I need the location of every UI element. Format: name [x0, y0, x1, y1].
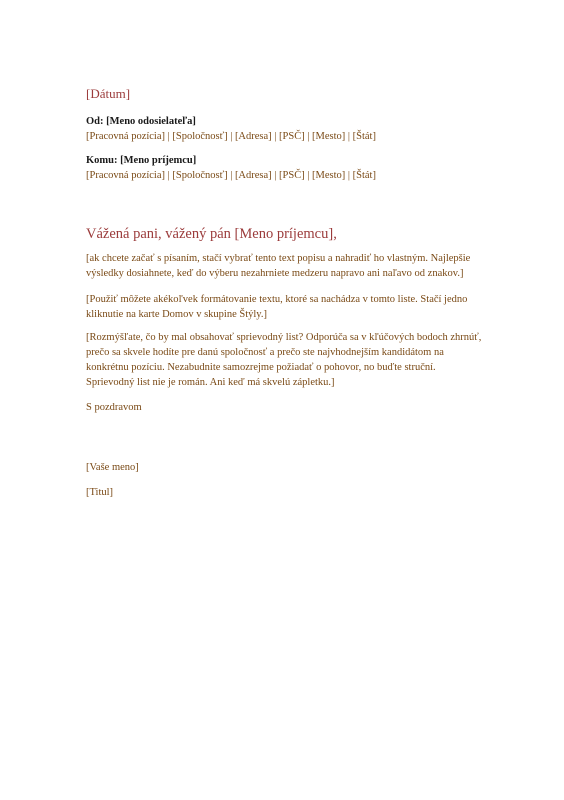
signature-name[interactable]: [Vaše meno] [86, 462, 139, 473]
recipient-label[interactable]: Komu: [Meno príjemcu] [86, 155, 197, 166]
date-field[interactable]: [Dátum] [86, 86, 131, 101]
signature-title[interactable]: [Titul] [86, 487, 114, 498]
recipient-block [86, 154, 376, 183]
closing[interactable]: S pozdravom [86, 402, 142, 413]
sender-block [86, 115, 376, 144]
body-paragraph-1[interactable]: [ak chcete začať s písaním, stačí vybrať tento text popisu a nahradiť ho vlastným. Najlepšie výsledky dosiahnete, keď do výberu nezahrniete medzeru napravo ani naľavo od znakov.] [86, 253, 471, 279]
sender-details[interactable]: [Pracovná pozícia] | [Spoločnosť] | [Adresa] | [PSČ] | [Mesto] | [Štát] [86, 131, 376, 142]
sender-label[interactable]: Od: [Meno odosielateľa] [86, 116, 196, 127]
recipient-details[interactable]: [Pracovná pozícia] | [Spoločnosť] | [Adresa] | [PSČ] | [Mesto] | [Štát] [86, 170, 376, 181]
salutation[interactable]: Vážená pani, vážený pán [Meno príjemcu], [86, 226, 337, 242]
body-paragraph-2[interactable]: [Použiť môžete akékoľvek formátovanie textu, ktoré sa nachádza v tomto liste. Stačí jedno kliknutie na karte Domov v skupine Štýly.] [86, 294, 468, 320]
body-paragraph-3[interactable]: [Rozmýšľate, čo by mal obsahovať sprievodný list? Odporúča sa v kľúčových bodoch zhrnúť, prečo sa skvele hodíte pre danú spoločnosť a prečo ste najvhodnejším kandidátom na konkrétnu pozíciu. Nezabudnite samozrejme požiadať o pohovor, no buďte struční. Sprievodný list nie je román. Ani keď má skvelú zápletku.] [86, 332, 482, 388]
